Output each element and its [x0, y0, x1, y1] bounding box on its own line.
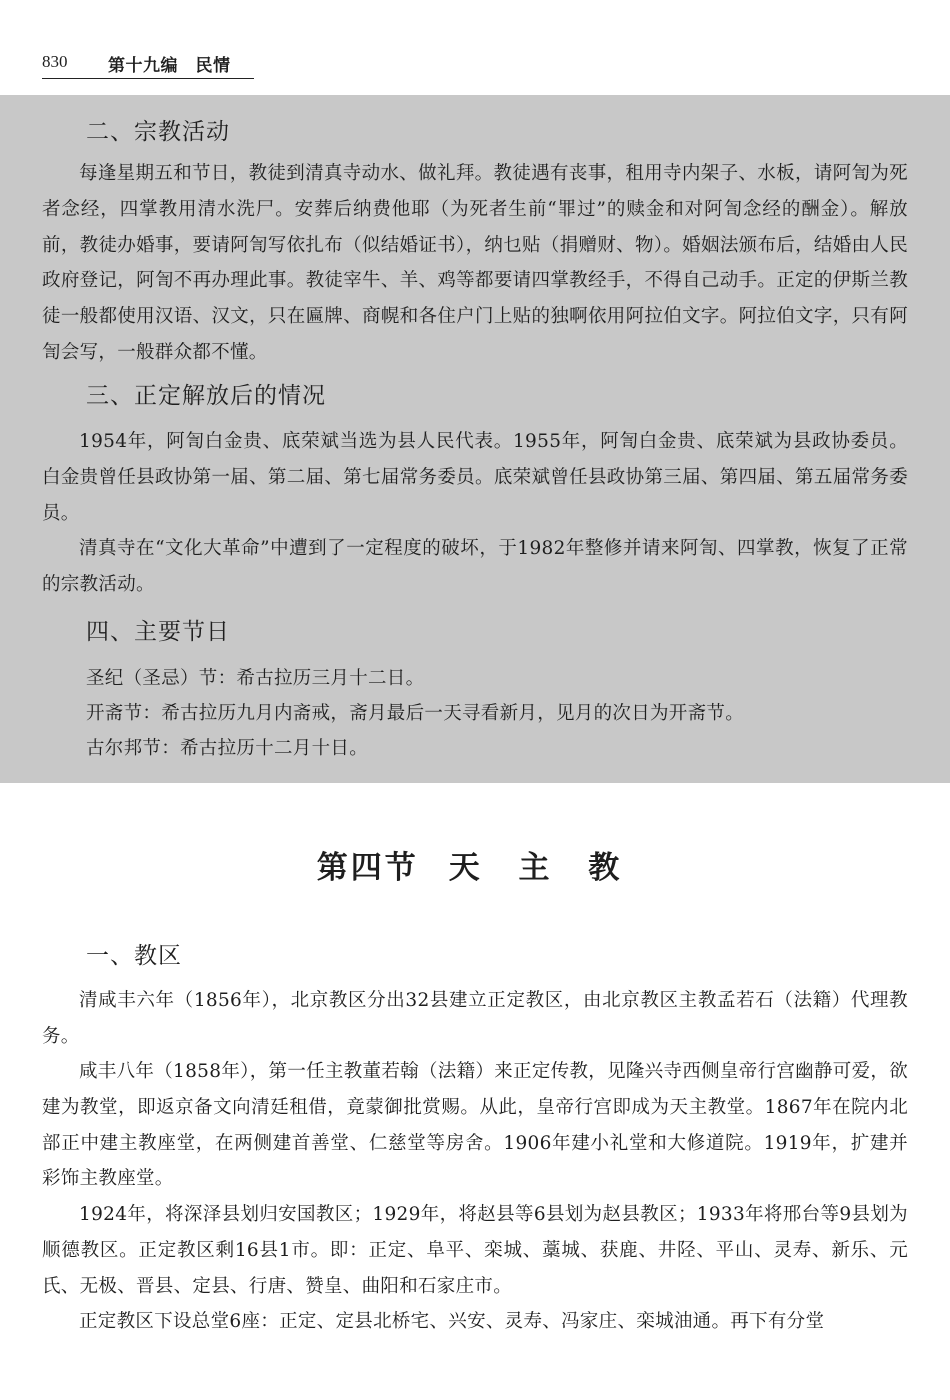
paragraph-representatives: 1954年，阿訇白金贵、底荣斌当选为县人民代表。1955年，阿訇白金贵、底荣斌为县政协委员。白金贵曾任县政协第一届、第二届、第七届常务委员。底荣斌曾任县政协第三届、第四届、第五届常务委员。 — [42, 431, 908, 524]
heading-religious-activities: 二、宗教活动 — [86, 119, 230, 145]
page-number: 830 — [42, 52, 68, 71]
paragraph-religious-activities: 每逢星期五和节日，教徒到清真寺动水、做礼拜。教徒遇有丧事，租用寺内架子、水板，请阿訇为死者念经，四掌教用清水洗尸。安葬后纳费他耶（为死者生前“罪过”的赎金和对阿訇念经的酬金）。解放前，教徒办婚事，要请阿訇写依扎布（似结婚证书），纳乜贴（捐赠财、物）。婚姻法颁布后，结婚由人民政府登记，阿訇不再办理此事。教徒宰牛、羊、鸡等都要请四掌教经手，不得自己动手。正定的伊斯兰教徒一般都使用汉语、汉文，只在匾牌、商幌和各住户门上贴的独啊依用阿拉伯文字。阿拉伯文字，只有阿訇会写，一般群众都不懂。 — [42, 163, 908, 363]
heading-after-liberation: 三、正定解放后的情况 — [86, 383, 326, 409]
paragraph-churches: 正定教区下设总堂6座：正定、定县北桥宅、兴安、灵寿、冯家庄、栾城油通。再下有分堂 — [79, 1311, 825, 1332]
festival-mawlid: 圣纪（圣忌）节：希古拉历三月十二日。 — [86, 668, 425, 689]
paragraph-diocese-founding: 清咸丰六年（1856年），北京教区分出32县建立正定教区，由北京教区主教孟若石（法籍）代理教务。 — [42, 990, 908, 1047]
running-head — [42, 48, 254, 79]
heading-diocese: 一、教区 — [86, 943, 182, 969]
paragraph-mosque-restoration: 清真寺在“文化大革命”中遭到了一定程度的破坏，于1982年整修并请来阿訇、四掌教，恢复了正常的宗教活动。 — [42, 538, 908, 595]
paragraph-first-bishop: 咸丰八年（1858年），第一任主教董若翰（法籍）来正定传教，见隆兴寺西侧皇帝行宫幽静可爱，欲建为教堂，即返京备文向清廷租借，竟蒙御批赏赐。从此，皇帝行宫即成为天主教堂。1867年在院内北部正中建主教座堂，在两侧建首善堂、仁慈堂等房舍。1906年建小礼堂和大修道院。1919年，扩建并彩饰主教座堂。 — [42, 1061, 908, 1190]
heading-main-festivals: 四、主要节日 — [86, 619, 230, 645]
part-title: 第十九编 民情 — [108, 56, 231, 76]
section-name: 天 主 教 — [448, 850, 634, 886]
section-title — [0, 842, 950, 887]
festival-eid-al-fitr: 开斋节：希古拉历九月内斋戒，斋月最后一天寻看新月，见月的次日为开斋节。 — [86, 703, 745, 724]
section-label: 第四节 — [316, 850, 419, 886]
paragraph-diocese-division: 1924年，将深泽县划归安国教区；1929年，将赵县等6县划为赵县教区；1933年将邢台等9县划为顺德教区。正定教区剩16县1市。即：正定、阜平、栾城、藁城、获鹿、井陉、平山、灵寿、新乐、元氏、无极、晋县、定县、行唐、赞皇、曲阳和石家庄市。 — [42, 1204, 908, 1297]
festival-eid-al-adha: 古尔邦节：希古拉历十二月十日。 — [86, 738, 369, 759]
